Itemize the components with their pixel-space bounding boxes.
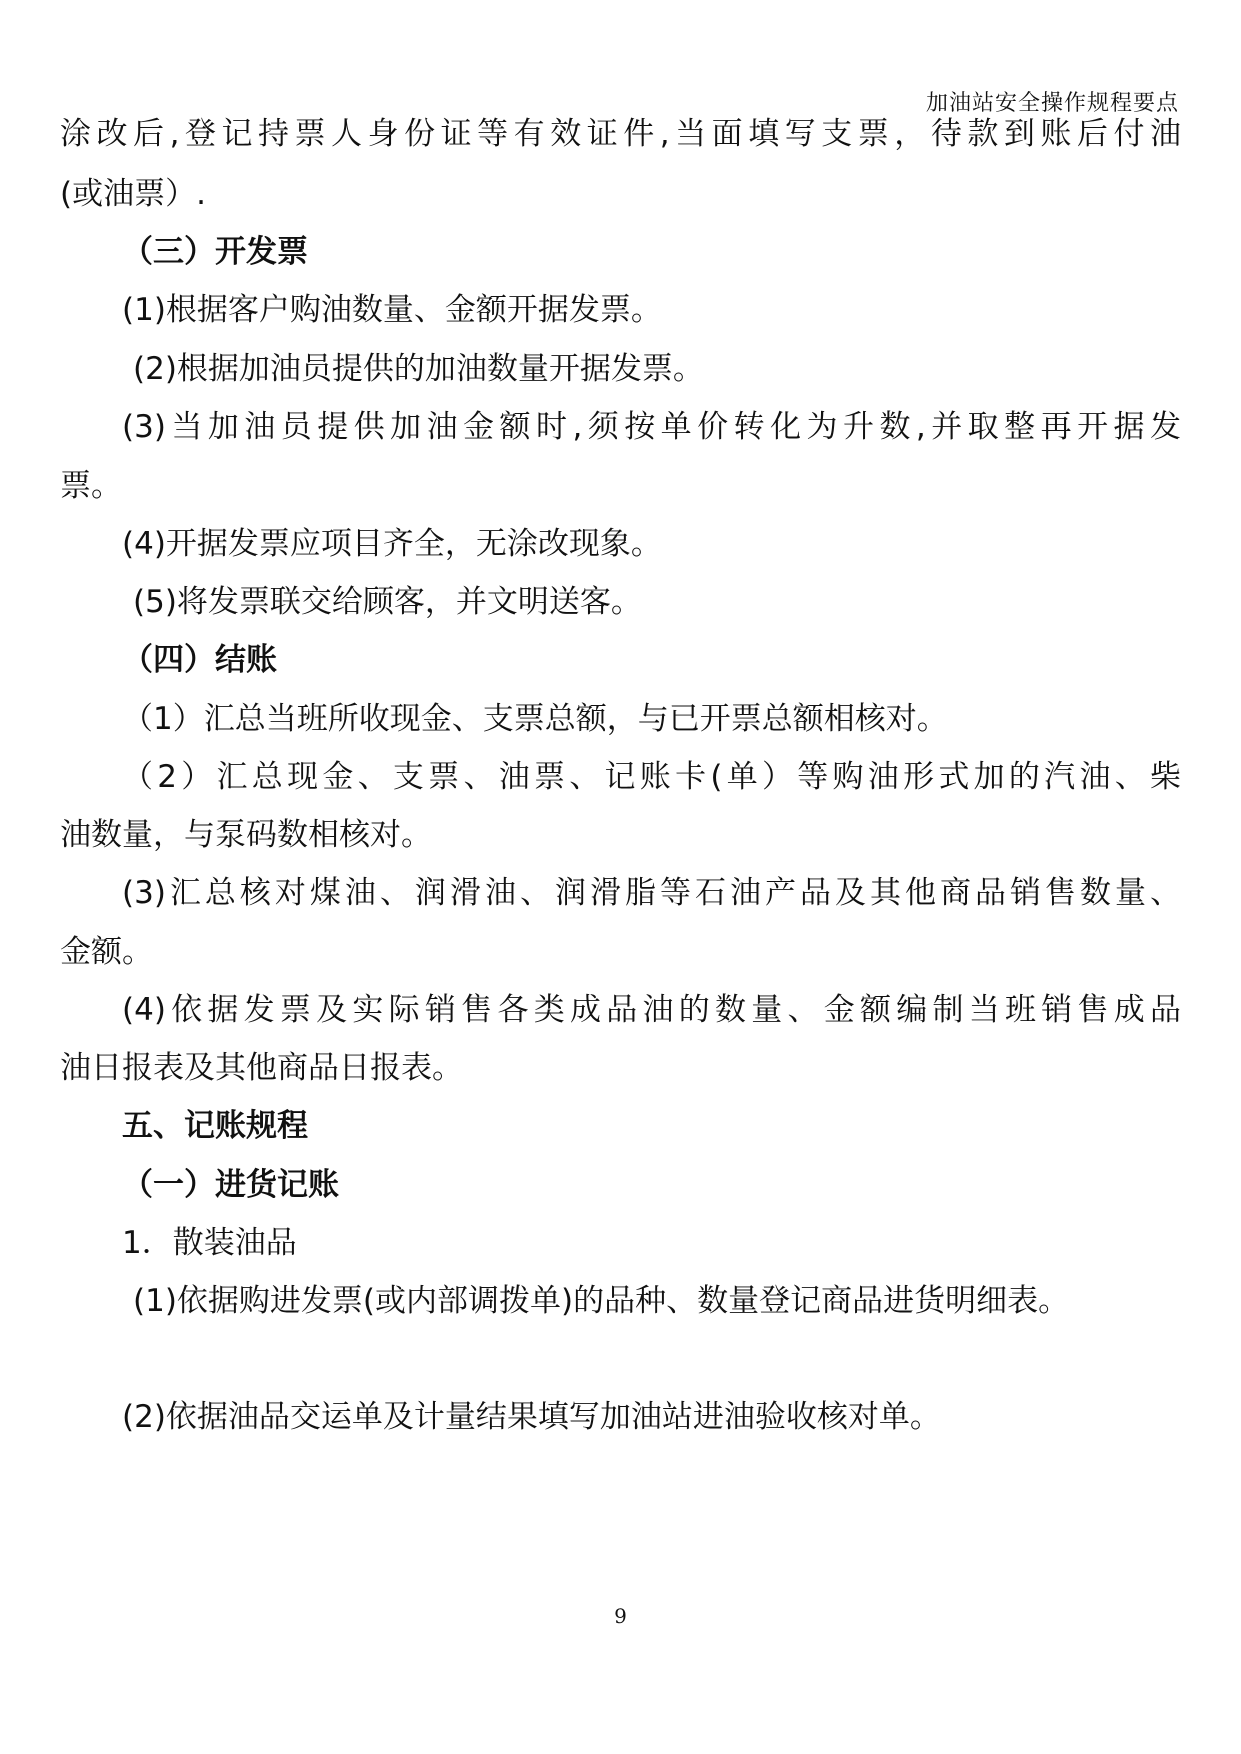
list-item: 1．散装油品	[122, 1225, 297, 1261]
running-header: 加油站安全操作规程要点	[925, 91, 1179, 116]
list-item: (1)依据购进发票(或内部调拨单)的品种、数量登记商品进货明细表。	[133, 1283, 1070, 1319]
body-line: (或油票）.	[60, 176, 206, 212]
list-item: （2）汇总现金、支票、油票、记账卡(单）等购油形式加的汽油、柴	[122, 759, 1181, 795]
list-item: (4)开据发票应项目齐全，无涂改现象。	[122, 526, 662, 562]
section-heading: 五、记账规程	[122, 1108, 308, 1144]
list-item: (5)将发票联交给顾客，并文明送客。	[133, 584, 642, 620]
subsection-heading: （四）结账	[122, 642, 277, 678]
page-number: 9	[614, 1604, 627, 1628]
body-line: 涂改后,登记持票人身份证等有效证件,当面填写支票，待款到账后付油	[60, 116, 1181, 152]
list-item: （1）汇总当班所收现金、支票总额，与已开票总额相核对。	[122, 701, 948, 737]
list-item: (4)依据发票及实际销售各类成品油的数量、金额编制当班销售成品	[122, 992, 1181, 1028]
list-item: (1)根据客户购油数量、金额开据发票。	[122, 292, 662, 328]
body-line: 油日报表及其他商品日报表。	[60, 1050, 463, 1086]
list-item: (3)当加油员提供加油金额时,须按单价转化为升数,并取整再开据发	[122, 409, 1181, 445]
body-line: 油数量，与泵码数相核对。	[60, 817, 432, 853]
subsection-heading: （三）开发票	[122, 234, 308, 270]
list-item: (3)汇总核对煤油、润滑油、润滑脂等石油产品及其他商品销售数量、	[122, 875, 1181, 911]
subsection-heading: （一）进货记账	[122, 1167, 339, 1203]
body-line: 票。	[60, 468, 122, 504]
list-item: (2)依据油品交运单及计量结果填写加油站进油验收核对单。	[122, 1399, 941, 1435]
body-line: 金额。	[60, 934, 153, 970]
list-item: (2)根据加油员提供的加油数量开据发票。	[133, 351, 704, 387]
